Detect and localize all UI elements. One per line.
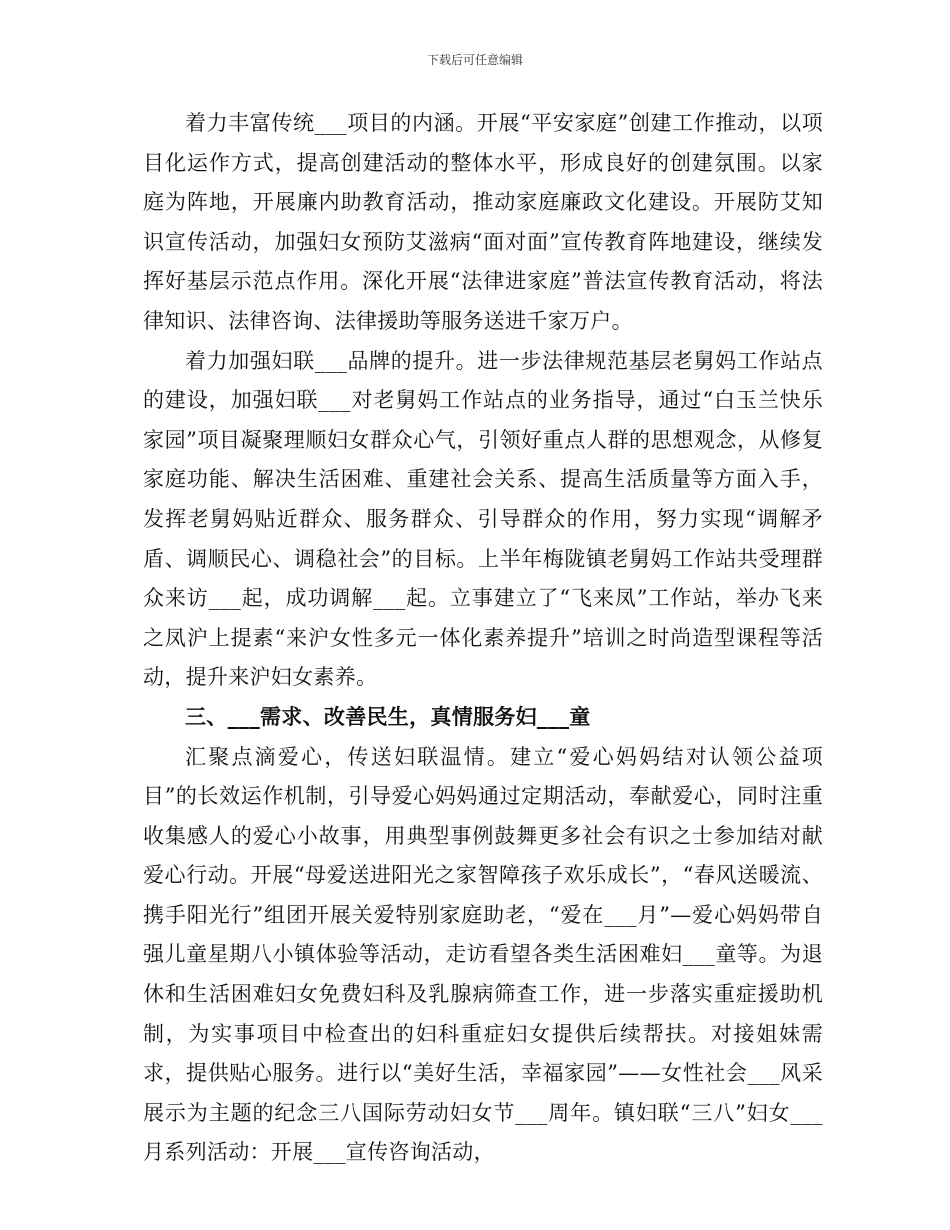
document-body (143, 104, 823, 1173)
paragraph-caring-services: 汇聚点滴爱心，传送妇联温情。建立“爱心妈妈结对认领公益项目”的长效运作机制，引导爱心妈妈通过定期活动，奉献爱心，同时注重收集感人的爱心小故事，用典型事例鼓舞更多社会有识之士参加结对献爱心行动。开展“母爱送进阳光之家智障孩子欢乐成长”，“春风送暖流、携手阳光行”组团开展关爱特别家庭助老，“爱在___月”—爱心妈妈带自强儿童星期八小镇体验等活动，走访看望各类生活困难妇___童等。为退休和生活困难妇女免费妇科及乳腺病筛查工作，进一步落实重症援助机制，为实事项目中检查出的妇科重症妇女提供后续帮扶。对接姐妹需求，提供贴心服务。进行以“美好生活，幸福家园”——女性社会___风采展示为主题的纪念三八国际劳动妇女节___周年。镇妇联“三八”妇女___月系列活动：开展___宣传咨询活动， (143, 744, 823, 1165)
paragraph-traditional-projects: 着力丰富传统___项目的内涵。开展“平安家庭”创建工作推动，以项目化运作方式，提高创建活动的整体水平，形成良好的创建氛围。以家庭为阵地，开展廉内助教育活动，推动家庭廉政文化建设。开展防艾知识宣传活动，加强妇女预防艾滋病“面对面”宣传教育阵地建设，继续发挥好基层示范点作用。深化开展“法律进家庭”普法宣传教育活动，将法律知识、法律咨询、法律援助等服务送进千家万户。 (143, 111, 823, 333)
paragraph-brand-promotion: 着力加强妇联___品牌的提升。进一步法律规范基层老舅妈工作站点的建设，加强妇联___对老舅妈工作站点的业务指导，通过“白玉兰快乐家园”项目凝聚理顺妇女群众心气，引领好重点人群的思想观念，从修复家庭功能、解决生活困难、重建社会关系、提高生活质量等方面入手，发挥老舅妈贴近群众、服务群众、引导群众的作用，努力实现“调解矛盾、调顺民心、调稳社会”的目标。上半年梅陇镇老舅妈工作站共受理群众来访___起，成功调解___起。立事建立了“飞来凤”工作站，举办飞来之凤沪上提素“来沪女性多元一体化素养提升”培训之时尚造型课程等活动，提升来沪妇女素养。 (143, 348, 823, 690)
page-header: 下载后可任意编辑 (426, 53, 523, 67)
section-heading-three: 三、___需求、改善民生，真情服务妇___童 (185, 704, 591, 729)
